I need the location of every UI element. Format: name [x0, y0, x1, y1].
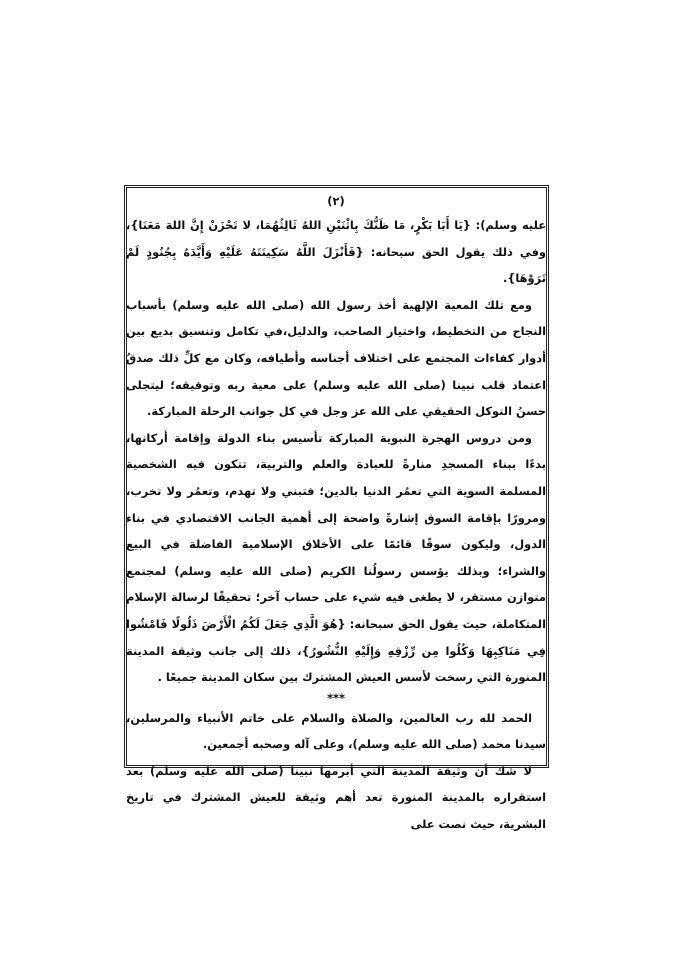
document-body [126, 190, 546, 838]
paragraph: عليه وسلم): {يَا أَبَا بَكْرٍ، مَا ظَنُّكَ بِاثْنَيْنِ اللهُ ثَالِثُهُمَا، لا تَحْزَنْ إِنَّ اللهَ مَعَنَا}، وفي ذلك يقول الحق سبحانه: {فَأَنْزَلَ اللَّهُ سَكِينَتَهُ عَلَيْهِ وَأَيَّدَهُ بِجُنُودٍ لَمْ تَرَوْهَا}. [126, 218, 546, 286]
section-separator: *** [327, 690, 345, 705]
paragraph: لا شك أن وثيقة المدينة التي أبرمها نبينا (صلى الله عليه وسلم) بعد استقراره بالمدينة المنورة تعد أهم وثيقة للعيش المشترك في تاريخ البشرية، حيث نصت على [126, 763, 546, 832]
page-number: (٢) [327, 194, 345, 208]
paragraph: ومن دروس الهجرة النبوية المباركة تأسيس بناء الدولة وإقامة أركانها، بدءًا ببناء المسجدِ منارةً للعبادة والعلم والتربية، تتكون فيه الشخصية المسلمة السوية التي تعمُر الدنيا بالدين؛ فتبني ولا تهدم، وتعمُر ولا تخرب، ومرورًا بإقامة السوق إشارةً واضحة إلى أهمية الجانب الاقتصادي في بناء الدول، وليكون سوقًا قائمًا على الأخلاق الإسلامية الفاضلة في البيع والشراء؛ وبذلك يؤسس رسولُنا الكريم (صلى الله عليه وسلم) لمجتمع متوازن مستقر، لا يطغى فيه شيء على حساب آخر؛ تحقيقًا لرسالة الإسلام المتكاملة، حيث يقول الحق سبحانه: {هُوَ الَّذِي جَعَلَ لَكُمُ الْأَرْضَ ذَلُولًا فَامْشُوا فِي مَنَاكِبِهَا وَكُلُوا مِن رِّزْقِهِ وَإِلَيْهِ النُّشُورُ}، ذلك إلى جانب وثيقة المدينة المنورة التي رسخت لأسس العيش المشترك بين سكان المدينة جميعًا . [126, 430, 546, 685]
paragraph: ومع تلك المعية الإلهية أخذ رسول الله (صلى الله عليه وسلم) بأسباب النجاح من التخطيط، واختيار الصاحب، والدليل،في تكامل وتنسيق بديع بين أدوار كفاءات المجتمع على اختلاف أجناسه وأطيافه، وكان مع كلِّ ذلك صدقُ اعتماد قلب نبينا (صلى الله عليه وسلم) على معية ربه وتوفيقه؛ ليتجلى حسنُ التوكل الحقيقي على الله عز وجل في كل جوانب الرحلة المباركة. [126, 297, 546, 419]
paragraph: الحمد لله رب العالمين، والصلاة والسلام على خاتم الأنبياء والمرسلين، سيدنا محمد (صلى الله عليه وسلم)، وعلى آله وصحبه أجمعين. [126, 710, 546, 752]
